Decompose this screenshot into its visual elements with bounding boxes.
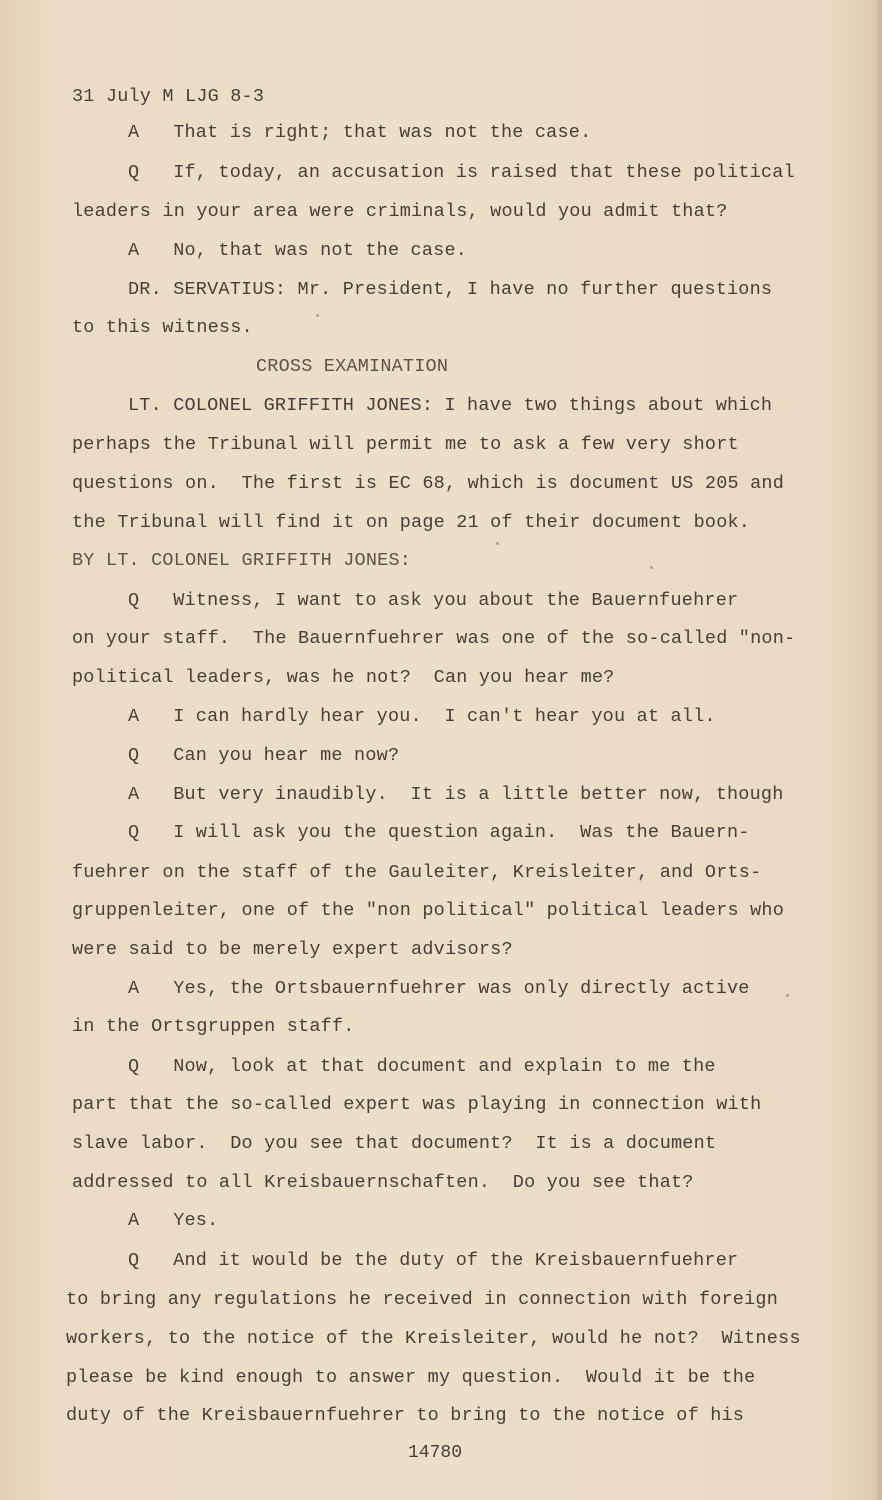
transcript-line: Q And it would be the duty of the Kreisbauernfuehrer [128,1250,739,1271]
transcript-line: A That is right; that was not the case. [128,122,592,143]
transcript-line: gruppenleiter, one of the "non political" political leaders who [72,900,785,921]
transcript-line: to bring any regulations he received in connection with foreign [66,1289,779,1310]
transcript-line: leaders in your area were criminals, would you admit that? [72,201,728,222]
transcript-line: political leaders, was he not? Can you hear me? [72,667,615,688]
transcript-line: to this witness. [72,317,253,338]
transcript-line: Q Now, look at that document and explain to me the [128,1056,716,1077]
transcript-line: A I can hardly hear you. I can't hear you at all. [128,706,716,727]
transcript-line: questions on. The first is EC 68, which is document US 205 and [72,473,785,494]
transcript-line: the Tribunal will find it on page 21 of their document book. [72,512,751,533]
transcript-line: on your staff. The Bauernfuehrer was one of the so-called "non- [72,628,796,649]
transcript-line: part that the so-called expert was playing in connection with [72,1094,762,1115]
transcript-line: workers, to the notice of the Kreisleiter, would he not? Witness [66,1328,801,1349]
page-number: 14780 [408,1443,463,1463]
transcript-line: LT. COLONEL GRIFFITH JONES: I have two things about which [128,395,773,416]
transcript-line: perhaps the Tribunal will permit me to ask a few very short [72,434,739,455]
transcript-line: were said to be merely expert advisors? [72,939,513,960]
page-edge [876,0,882,1500]
paper-speck [650,566,653,569]
section-heading: CROSS EXAMINATION [256,356,449,377]
examiner-heading: BY LT. COLONEL GRIFFITH JONES: [72,550,412,571]
transcript-line: fuehrer on the staff of the Gauleiter, Kreisleiter, and Orts- [72,862,762,883]
transcript-line: Q I will ask you the question again. Was the Bauern- [128,822,750,843]
page-header: 31 July M LJG 8-3 [72,86,265,107]
transcript-line: Q Can you hear me now? [128,745,400,766]
paper-speck [316,314,319,317]
transcript-line: A Yes, the Ortsbauernfuehrer was only directly active [128,978,750,999]
transcript-line: slave labor. Do you see that document? It is a document [72,1133,717,1154]
paper-speck [496,542,499,545]
transcript-line: duty of the Kreisbauernfuehrer to bring to the notice of his [66,1405,745,1426]
transcript-line: A Yes. [128,1210,219,1231]
transcript-line: A But very inaudibly. It is a little better now, though [128,784,784,805]
paper-speck [786,994,789,997]
transcript-line: in the Ortsgruppen staff. [72,1016,355,1037]
transcript-line: addressed to all Kreisbauernschaften. Do you see that? [72,1172,694,1193]
transcript-line: please be kind enough to answer my question. Would it be the [66,1367,756,1388]
transcript-line: DR. SERVATIUS: Mr. President, I have no further questions [128,279,773,300]
transcript-line: Q If, today, an accusation is raised that these political [128,162,795,183]
transcript-line: A No, that was not the case. [128,240,468,261]
transcript-line: Q Witness, I want to ask you about the Bauernfuehrer [128,590,739,611]
